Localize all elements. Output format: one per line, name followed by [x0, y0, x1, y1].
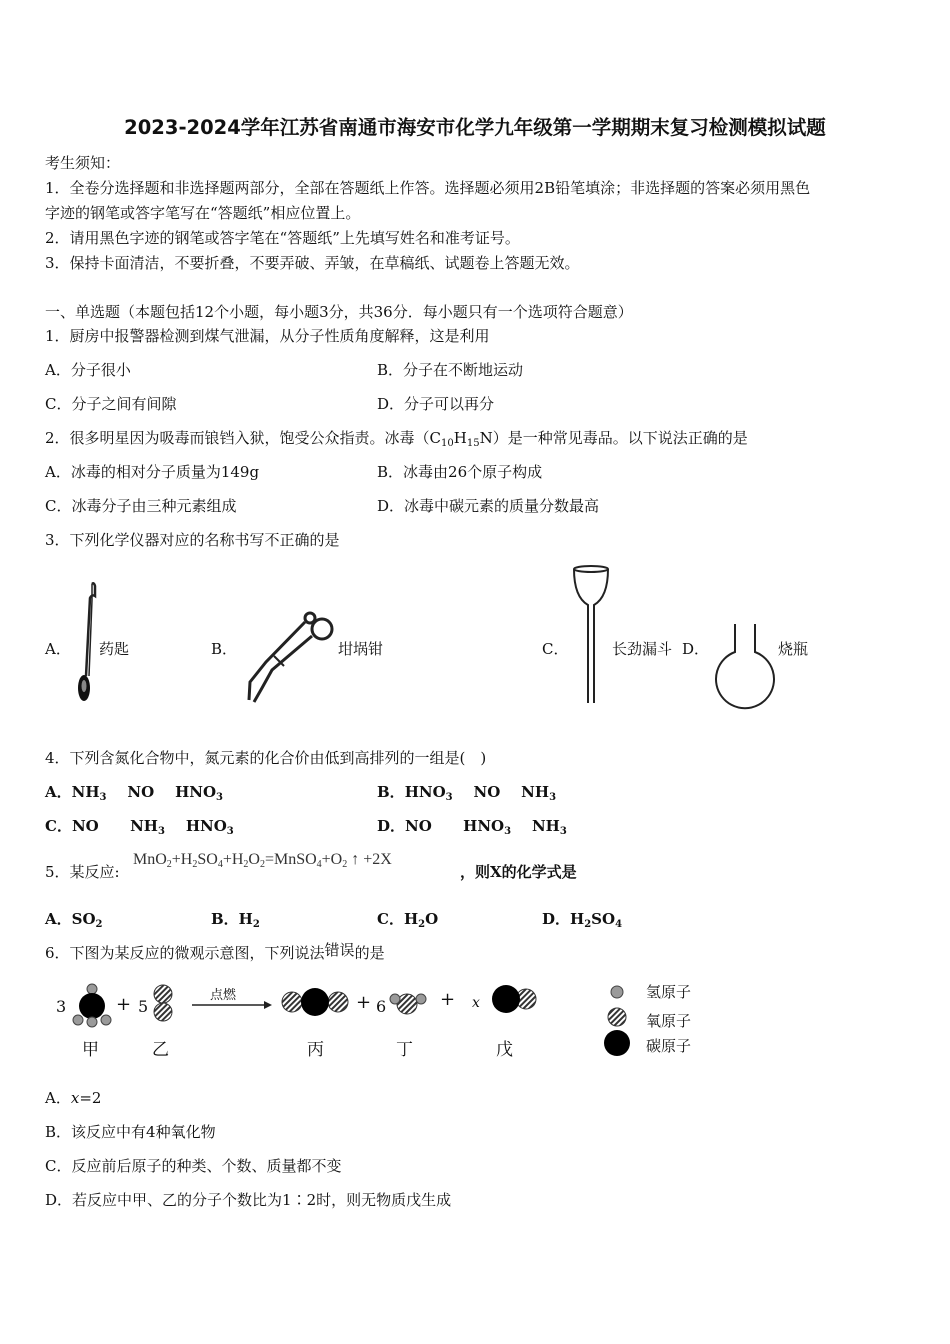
q5-c-tail: O [425, 910, 439, 928]
coef-yi: 5 [138, 997, 149, 1016]
q3-option-c-label: C． [542, 640, 569, 658]
crucible-tongs-illustration [244, 612, 336, 706]
q5-option-d [542, 909, 622, 929]
q2-stem [45, 428, 748, 448]
q3-option-d-label: D． [682, 640, 710, 658]
notice-line-3: 3．保持卡面清洁，不要折叠，不要弄破、弄皱，在草稿纸、试题卷上答题无效。 [45, 254, 580, 272]
q6-a-val: =2 [79, 1089, 102, 1107]
q5-stem-b: ，则X的化学式是 [460, 863, 577, 881]
q4-a-f2: NO [127, 783, 155, 801]
notice-line-1b: 字迹的钢笔或答字笔写在“答题纸”相应位置上。 [45, 204, 361, 222]
q2-option-c: C．冰毒分子由三种元素组成 [45, 497, 237, 515]
q6-stem-c: 的是 [354, 944, 385, 962]
q4-stem: 4．下列含氮化合物中，氮元素的化合价由低到高排列的一组是( ) [45, 749, 487, 767]
q4-b-f2: NO [473, 783, 501, 801]
q4-option-b [377, 782, 556, 802]
label-bing: 丙 [307, 1040, 324, 1060]
q4-a-f3-sub: 3 [216, 792, 223, 803]
eq-part: O [248, 851, 260, 868]
notice-heading: 考生须知： [45, 154, 121, 172]
q4-a-f1: NH [71, 783, 100, 801]
q1-option-d: D．分子可以再分 [377, 395, 495, 413]
label-jia: 甲 [82, 1040, 99, 1060]
q3-option-b-name: 坩埚钳 [338, 640, 384, 658]
q3-option-b-label: B． [211, 640, 238, 658]
q4-d-f2: HNO [463, 817, 505, 835]
q4-a-f1-sub: 3 [99, 792, 107, 803]
q2-sub-h: 15 [466, 438, 480, 449]
q1-stem: 1．厨房中报警器检测到煤气泄漏，从分子性质角度解释，这是利用 [45, 327, 490, 345]
q5-option-a [45, 909, 103, 929]
q2-sub-c: 10 [441, 438, 454, 449]
q4-d-f3: NH [531, 817, 560, 835]
q5-b-text: B．H [211, 910, 253, 928]
eq-sub: 4 [316, 859, 322, 870]
q3-option-a-label: A． [45, 640, 71, 658]
q4-option-a [45, 782, 223, 802]
q4-c-f2: NH [130, 817, 158, 835]
q6-option-d: D．若反应中甲、乙的分子个数比为1∶2时，则无物质戊生成 [45, 1191, 452, 1209]
molecule-wu-illustration [490, 984, 540, 1014]
q5-a-text: A．SO [45, 910, 96, 928]
eq-part: +H [222, 851, 244, 868]
q5-d-sub: 2 [584, 919, 592, 930]
eq-part: =MnSO [264, 851, 317, 868]
q4-b-f1: HNO [404, 783, 446, 801]
molecule-yi-illustration [152, 984, 174, 1024]
eq-sub: 2 [342, 859, 348, 870]
q3-option-d-name: 烧瓶 [778, 640, 809, 658]
q6-stem [45, 943, 385, 963]
q2-option-a: A．冰毒的相对分子质量为149g [45, 463, 260, 481]
q5-option-c [377, 909, 438, 929]
q5-d-mid: SO [591, 910, 616, 928]
eq-part: +H [171, 851, 193, 868]
q4-c-f3: HNO [185, 817, 227, 835]
eq-part: MnO [133, 851, 167, 868]
q2-option-d: D．冰毒中碳元素的质量分数最高 [377, 497, 600, 515]
arrow-label: 点燃 [210, 988, 237, 1003]
q1-option-a: A．分子很小 [45, 361, 131, 379]
q4-c-f3-sub: 3 [226, 826, 234, 837]
q6-a-var: x [70, 1089, 80, 1107]
q4-b-f3: NH [521, 783, 550, 801]
q4-d-f1: NO [405, 817, 432, 835]
q4-a-label: A． [45, 783, 72, 801]
q6-a-label: A． [45, 1089, 71, 1107]
eq-sub: 4 [217, 859, 223, 870]
q5-option-b [211, 909, 260, 929]
q4-c-f2-sub: 3 [157, 826, 165, 837]
q6-option-a [45, 1088, 101, 1108]
reaction-arrow-icon [192, 1000, 274, 1010]
plus-sign: + [356, 992, 372, 1013]
q5-equation [133, 850, 392, 870]
legend-atoms-illustration [600, 982, 634, 1058]
legend-hydrogen: 氢原子 [646, 983, 692, 1001]
coef-ding: 6 [376, 997, 387, 1016]
eq-sub: 2 [166, 859, 172, 870]
page-title: 2023-2024学年江苏省南通市海安市化学九年级第一学期期末复习检测模拟试题 [124, 116, 826, 139]
label-ding: 丁 [396, 1040, 413, 1060]
molecule-ding-illustration [388, 990, 430, 1020]
q3-option-a-name: 药匙 [99, 640, 130, 658]
q5-stem-a: 5．某反应: [45, 863, 120, 881]
q6-stem-a: 6．下图为某反应的微观示意图，下列说法 [45, 944, 325, 962]
q1-option-c: C．分子之间有间隙 [45, 395, 177, 413]
legend-oxygen: 氧原子 [646, 1012, 692, 1030]
q5-d-text: D．H [542, 910, 585, 928]
q3-stem: 3．下列化学仪器对应的名称书写不正确的是 [45, 531, 340, 549]
eq-sub: 2 [243, 859, 249, 870]
q4-b-label: B． [377, 783, 405, 801]
q2-stem-a: 2．很多明星因为吸毒而锒铛入狱，饱受公众指责。冰毒（C [45, 429, 442, 447]
plus-sign: + [440, 989, 456, 1010]
legend-carbon: 碳原子 [646, 1037, 692, 1055]
q5-c-text: C．H [377, 910, 419, 928]
q4-b-f3-sub: 3 [549, 792, 557, 803]
q4-d-f2-sub: 3 [504, 826, 512, 837]
eq-part: ↑ +2X [351, 851, 392, 868]
q2-mid-h: H [453, 429, 467, 447]
molecule-jia-illustration [70, 982, 114, 1028]
notice-line-1a: 1．全卷分选择题和非选择题两部分，全部在答题纸上作答。选择题必须用2B铅笔填涂；非选择题的答案必须用黑色 [45, 179, 811, 197]
long-neck-funnel-illustration [570, 563, 612, 707]
q1-option-b: B．分子在不断地运动 [377, 361, 524, 379]
label-wu: 戊 [496, 1040, 513, 1060]
eq-part: SO [197, 851, 218, 868]
notice-line-2: 2．请用黑色字迹的钢笔或答字笔在“答题纸”上先填写姓名和准考证号。 [45, 229, 520, 247]
q4-b-f1-sub: 3 [445, 792, 453, 803]
coef-wu: x [472, 995, 480, 1011]
plus-sign: + [116, 994, 132, 1015]
q4-option-c [45, 816, 234, 836]
q4-d-label: D． [377, 817, 406, 835]
q5-b-sub: 2 [252, 919, 260, 930]
q2-stem-b: N）是一种常见毒品。以下说法正确的是 [479, 429, 748, 447]
q3-option-c-name: 长劲漏斗 [612, 640, 673, 658]
q4-a-f3: HNO [175, 783, 217, 801]
flask-illustration [712, 622, 778, 706]
coef-jia: 3 [56, 997, 67, 1016]
q2-option-b: B．冰毒由26个原子构成 [377, 463, 543, 481]
q4-c-label: C． [45, 817, 72, 835]
q5-d-sub2: 4 [615, 919, 623, 930]
eq-sub: 2 [259, 859, 265, 870]
section-heading: 一、单选题（本题包括12个小题，每小题3分，共36分．每小题只有一个选项符合题意） [45, 303, 633, 321]
q5-a-sub: 2 [95, 919, 103, 930]
molecule-bing-illustration [280, 986, 350, 1018]
q6-option-c: C．反应前后原子的种类、个数、质量都不变 [45, 1157, 342, 1175]
label-yi: 乙 [152, 1040, 169, 1060]
q4-option-d [377, 816, 567, 836]
q5-c-sub: 2 [418, 919, 426, 930]
spoon-illustration [70, 580, 100, 705]
eq-sub: 2 [192, 859, 198, 870]
q6-stem-emphasis: 错误 [324, 941, 355, 959]
q6-option-b: B．该反应中有4种氧化物 [45, 1123, 216, 1141]
q4-d-f3-sub: 3 [559, 826, 567, 837]
eq-part: +O [321, 851, 343, 868]
q4-c-f1: NO [71, 817, 99, 835]
